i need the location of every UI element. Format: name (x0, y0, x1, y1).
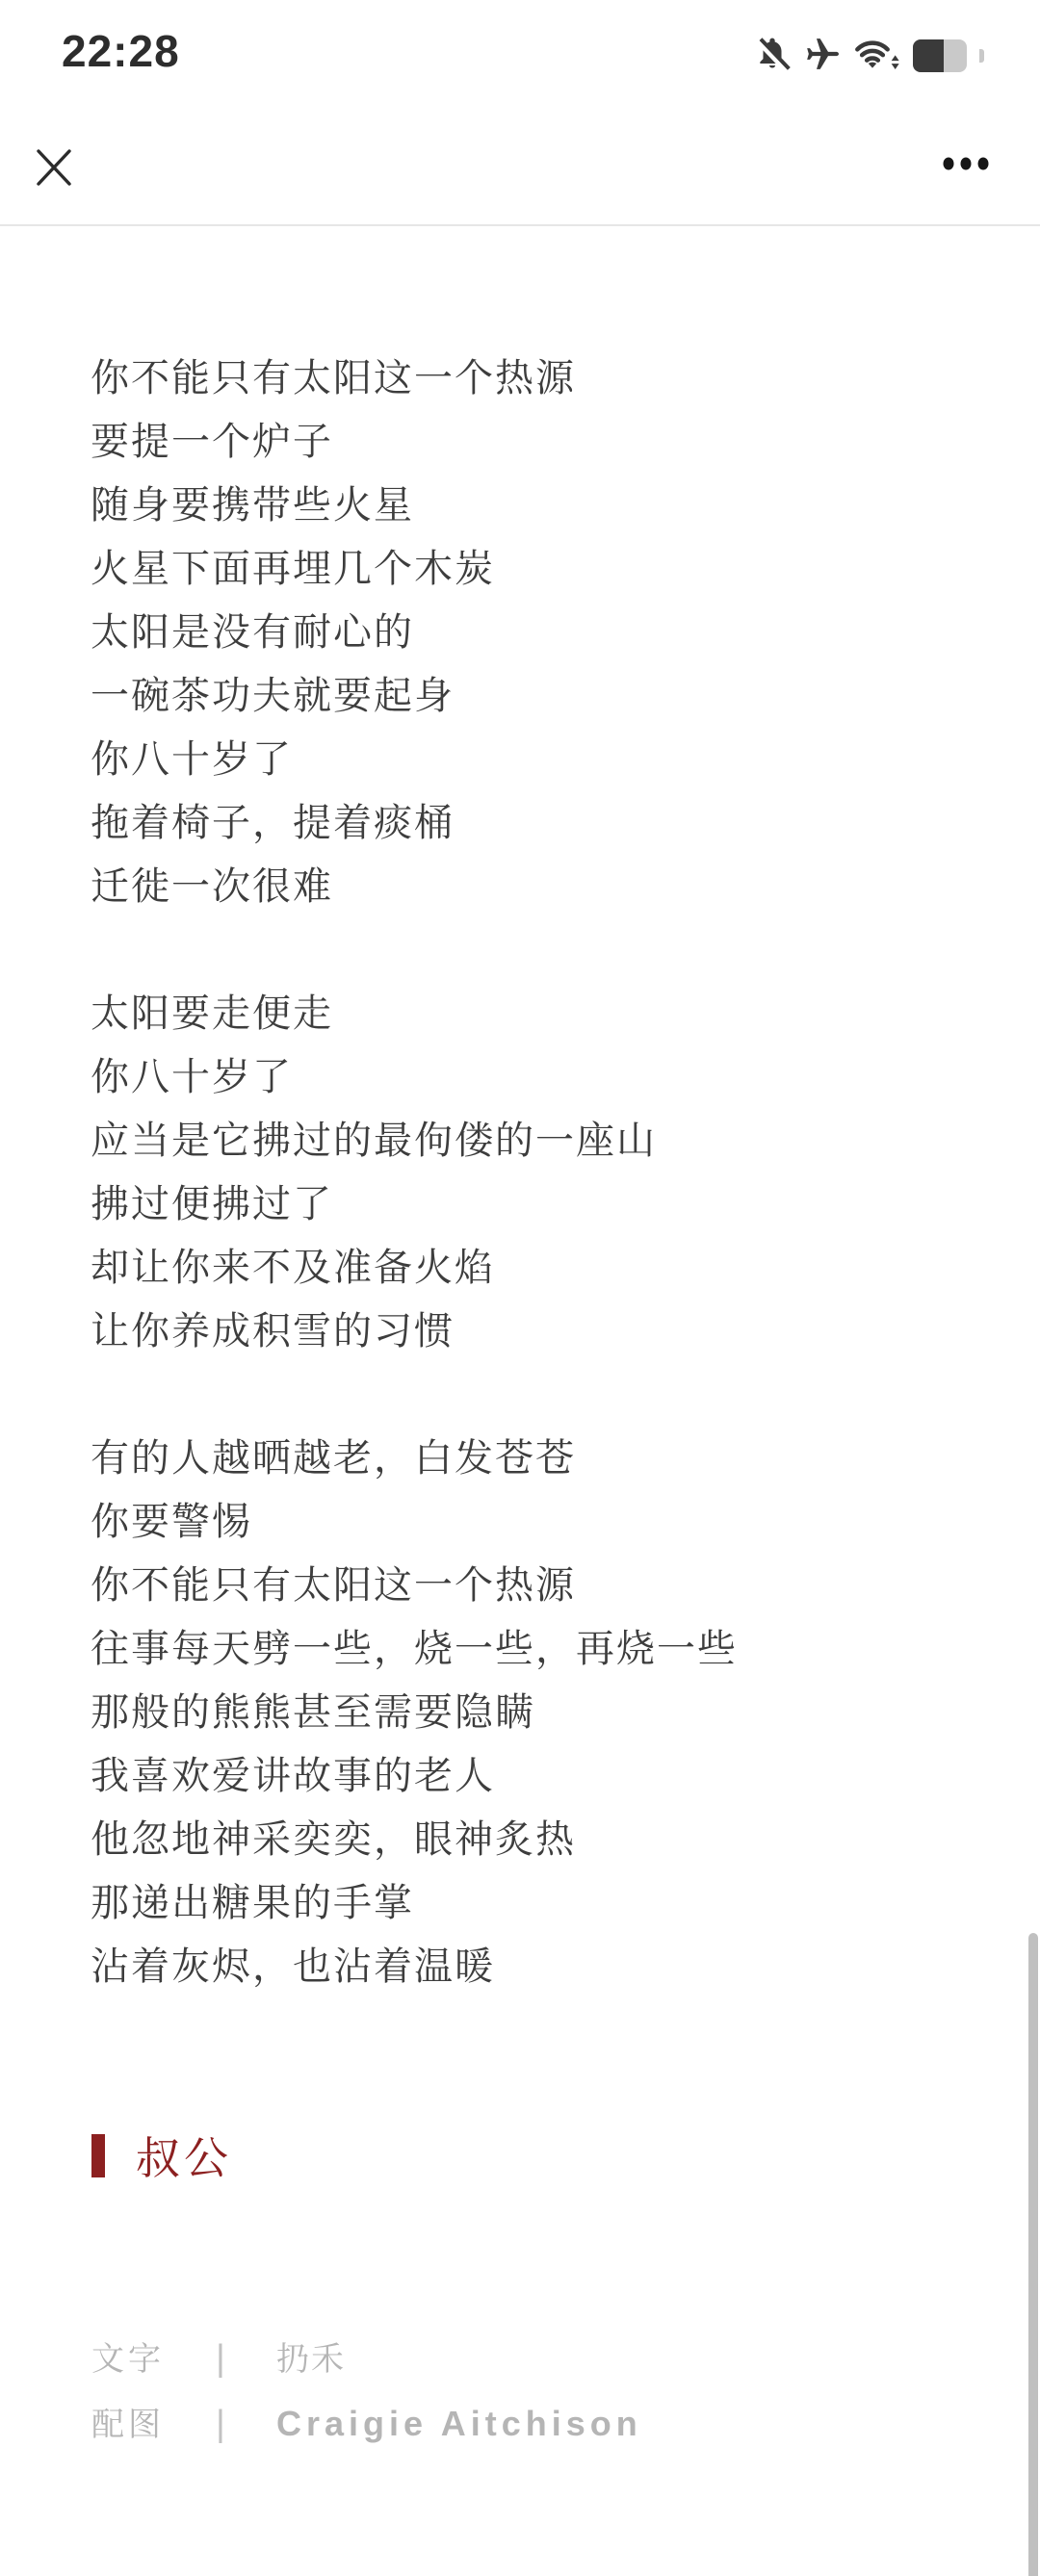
poem-line: 却让你来不及准备火焰 (91, 1247, 495, 1289)
poem (91, 347, 738, 2062)
poem-line: 沾着灰烬，也沾着温暖 (91, 1945, 495, 1988)
credit-label: 配图 (91, 2407, 165, 2443)
poem-line: 那递出糖果的手掌 (91, 1882, 414, 1924)
poem-line: 太阳要走便走 (91, 992, 333, 1035)
credit-row (91, 2326, 642, 2391)
poem-line: 你不能只有太阳这一个热源 (91, 1564, 576, 1607)
credit-row (91, 2391, 642, 2457)
poem-line: 往事每天劈一些，烧一些，再烧一些 (91, 1628, 738, 1670)
poem-line: 你不能只有太阳这一个热源 (91, 357, 576, 399)
poem-line: 太阳是没有耐心的 (91, 611, 414, 654)
poem-line: 随身要携带些火星 (91, 484, 414, 527)
poem-line: 火星下面再埋几个木炭 (91, 548, 495, 590)
poem-line: 他忽地神采奕奕，眼神炙热 (91, 1818, 576, 1861)
more-button[interactable] (940, 152, 992, 177)
status-icons (753, 35, 984, 77)
poem-line: 那般的熊熊甚至需要隐瞒 (91, 1691, 535, 1734)
poem-line: 要提一个炉子 (91, 421, 333, 463)
poem-stanza (91, 347, 738, 918)
credits (91, 2326, 642, 2457)
more-icon (942, 163, 990, 177)
close-icon (29, 183, 79, 197)
credit-separator: | (216, 2338, 225, 2379)
poem-line: 你八十岁了 (91, 1056, 293, 1098)
title-accent-bar (91, 2134, 105, 2177)
poem-line: 你要警惕 (91, 1501, 252, 1543)
poem-line: 让你养成积雪的习惯 (91, 1310, 455, 1352)
credit-value: Craigie Aitchison (276, 2404, 642, 2443)
battery-icon (913, 39, 967, 72)
poem-line: 你八十岁了 (91, 738, 293, 781)
poem-stanza (91, 982, 738, 1363)
clock: 22:28 (62, 26, 180, 76)
battery-fill (913, 39, 944, 72)
article-title: 叔公 (136, 2133, 232, 2183)
poem-line: 我喜欢爱讲故事的老人 (91, 1755, 495, 1797)
credit-value: 扔禾 (276, 2341, 346, 2378)
poem-line: 拂过便拂过了 (91, 1183, 333, 1225)
poem-line: 迁徙一次很难 (91, 865, 333, 908)
credit-label: 文字 (91, 2341, 165, 2378)
poem-line: 有的人越晒越老，白发苍苍 (91, 1437, 576, 1480)
credit-separator: | (216, 2404, 225, 2444)
header-divider (0, 224, 1040, 226)
poem-line: 拖着椅子，提着痰桶 (91, 802, 455, 844)
battery-nub (979, 49, 984, 63)
status-bar (0, 0, 1040, 106)
article-title-row (91, 2131, 232, 2183)
notifications-off-icon (753, 35, 792, 78)
airplane-mode-icon (803, 35, 842, 78)
scrollbar-thumb[interactable] (1028, 1933, 1038, 2576)
poem-stanza (91, 1427, 738, 1998)
close-button[interactable] (29, 141, 79, 194)
wifi-data-icon (853, 35, 901, 78)
poem-line: 一碗茶功夫就要起身 (91, 675, 455, 717)
poem-line: 应当是它拂过的最佝偻的一座山 (91, 1120, 657, 1162)
